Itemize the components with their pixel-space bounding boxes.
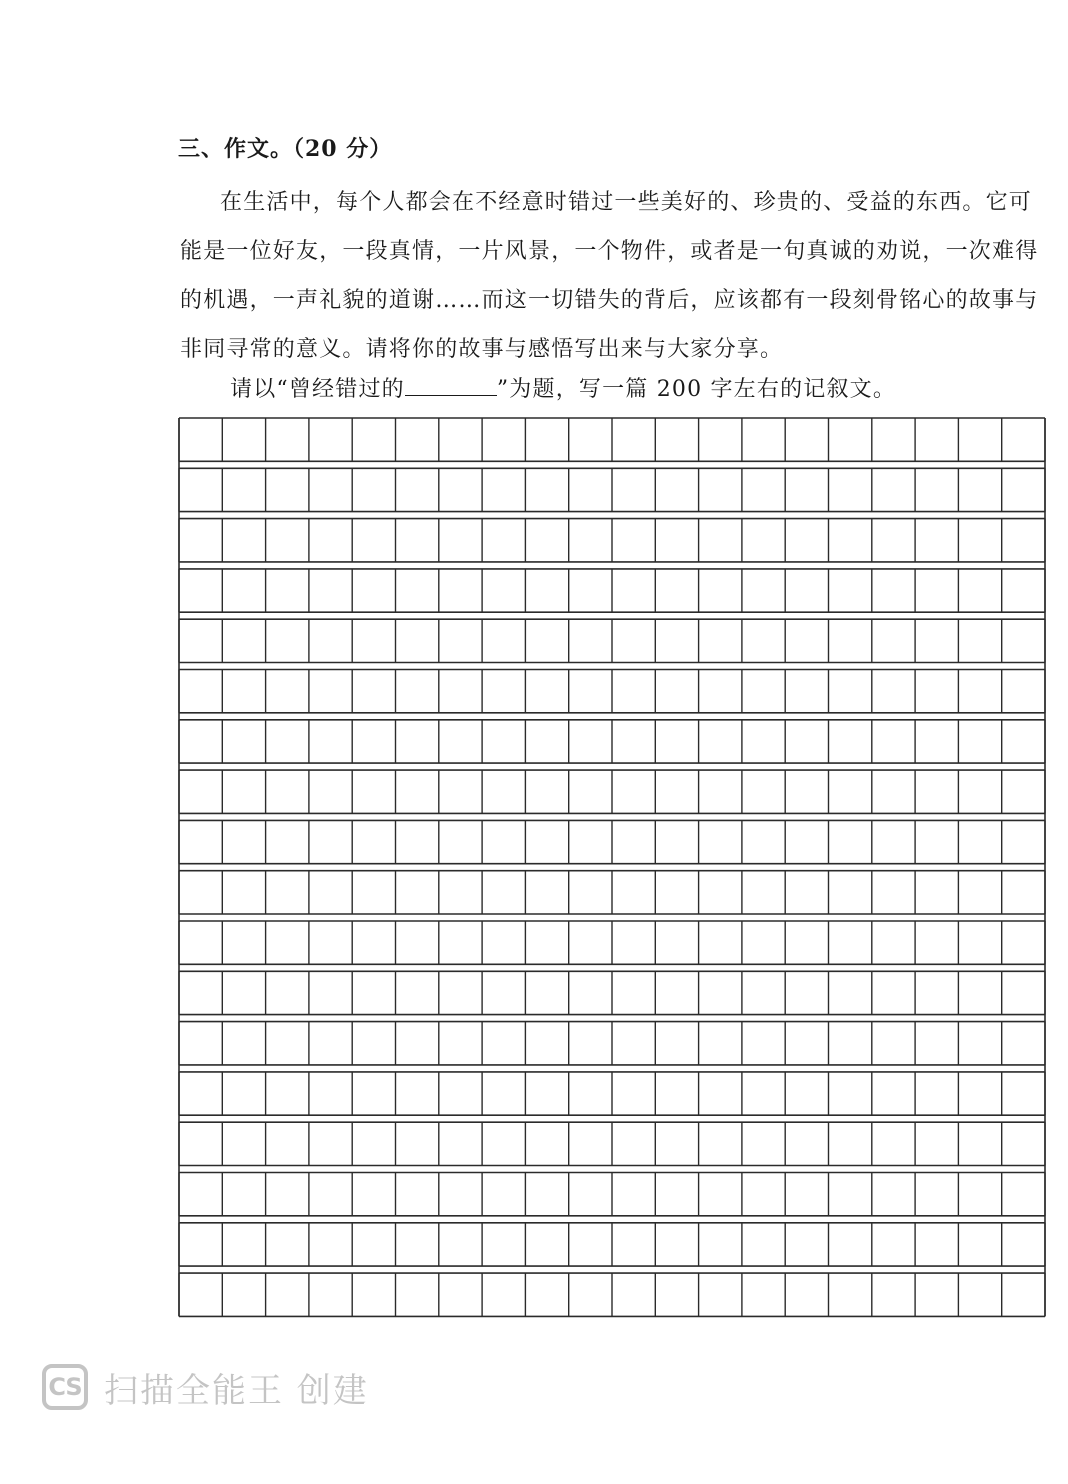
writing-grid[interactable] xyxy=(176,414,1048,1318)
instruction-lead: 请以“曾经错过的 xyxy=(230,377,405,402)
section-title: 三、作文。（20 分） xyxy=(178,136,393,162)
watermark-text: 扫描全能王 创建 xyxy=(104,1370,369,1411)
scanner-watermark xyxy=(42,1362,369,1412)
essay-instruction xyxy=(230,372,896,403)
camscanner-logo-icon: CS xyxy=(42,1364,88,1410)
essay-prompt: 在生活中，每个人都会在不经意时错过一些美好的、珍贵的、受益的东西。它可能是一位好友，一段真情，一片风景，一个物件，或者是一句真诚的劝说，一次难得的机遇，一声礼貌的道谢……而这一切错失的背后，应该都有一段刻骨铭心的故事与非同寻常的意义。请将你的故事与感悟写出来与大家分享。 xyxy=(180,190,1039,362)
instruction-tail: ”为题，写一篇 200 字左右的记叙文。 xyxy=(496,377,897,402)
title-blank xyxy=(405,375,497,396)
